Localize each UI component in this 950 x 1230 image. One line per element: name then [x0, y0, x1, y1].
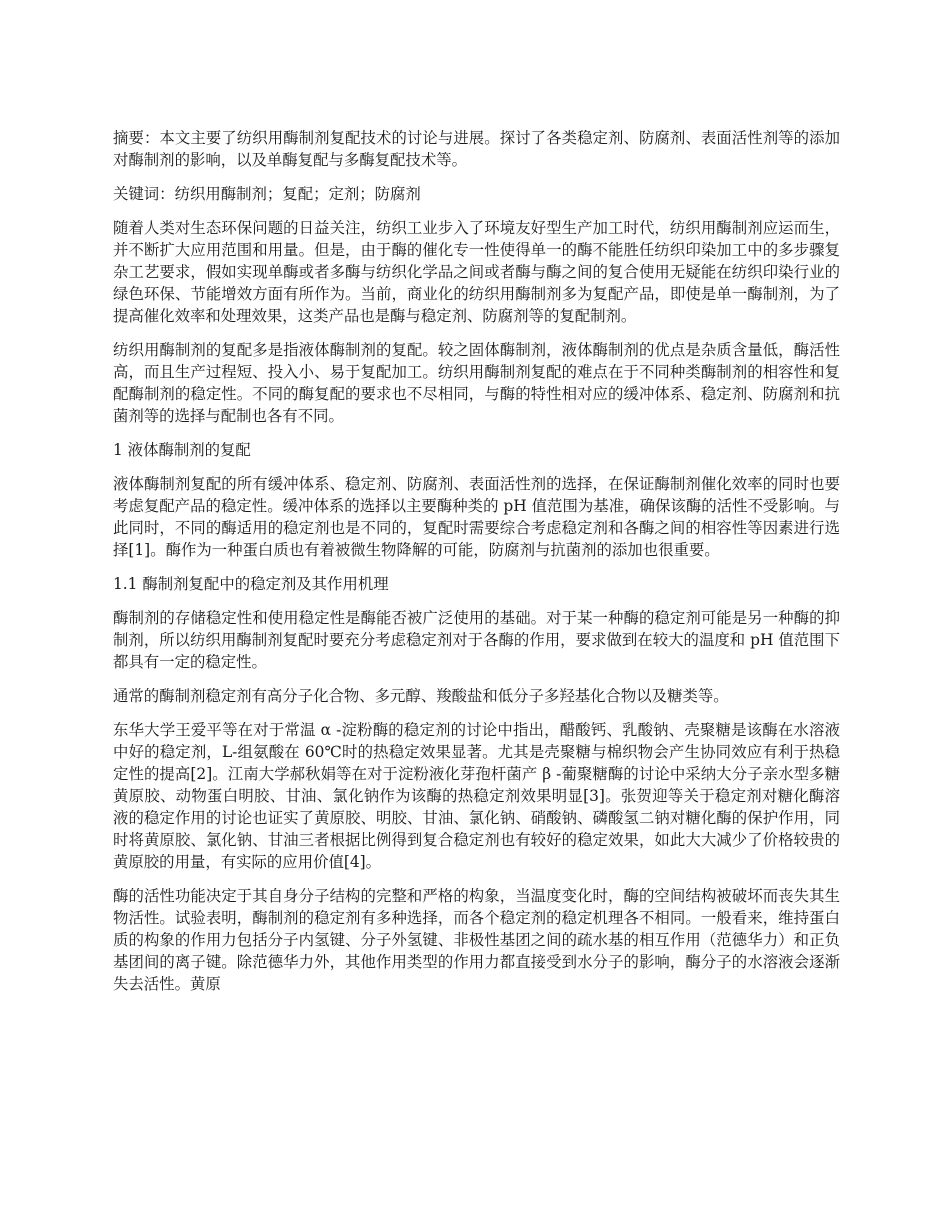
- document-body: [113, 127, 840, 1007]
- keywords-line: 关键词：纺织用酶制剂；复配；定剂；防腐剂: [113, 185, 421, 203]
- section-1-1-heading: 1.1 酶制剂复配中的稳定剂及其作用机理: [113, 575, 389, 593]
- section-1-paragraph: 液体酶制剂复配的所有缓冲体系、稳定剂、防腐剂、表面活性剂的选择，在保证酶制剂催化效率的同时也要考虑复配产品的稳定性。缓冲体系的选择以主要酶种类的 pH 值范围为基准，确保该酶的活性不受影响。与此同时，不同的酶适用的稳定剂也是不同的，复配时需要综合考虑稳定剂和各酶之间的相容性等因素进行选择[1]。酶作为一种蛋白质也有着被微生物降解的可能，防腐剂与抗菌剂的添加也很重要。: [113, 475, 840, 559]
- section-1-1-paragraph-4: 酶的活性功能决定于其自身分子结构的完整和严格的构象，当温度变化时，酶的空间结构被破坏而丧失其生物活性。试验表明，酶制剂的稳定剂有多种选择，而各个稳定剂的稳定机理各不相同。一般看来，维持蛋白质的构象的作用力包括分子内氢键、分子外氢键、非极性基团之间的疏水基的相互作用（范德华力）和正负基团间的离子键。除范德华力外，其他作用类型的作用力都直接受到水分子的影响，酶分子的水溶液会逐渐失去活性。黄原: [113, 887, 840, 993]
- section-1-heading: 1 液体酶制剂的复配: [113, 441, 251, 459]
- section-1-1-paragraph-3: 东华大学王爱平等在对于常温 α -淀粉酶的稳定剂的讨论中指出，醋酸钙、乳酸钠、壳聚糖是该酶在水溶液中好的稳定剂，L-组氨酸在 60℃时的热稳定效果显著。尤其是壳聚糖与棉织物会产生协同效应有利于热稳定性的提高[2]。江南大学郝秋娟等在对于淀粉液化芽孢杆菌产 β -葡聚糖酶的讨论中采纳大分子亲水型多糖黄原胶、动物蛋白明胶、甘油、氯化钠作为该酶的热稳定剂效果明显[3]。张贺迎等关于稳定剂对糖化酶溶液的稳定作用的讨论也证实了黄原胶、明胶、甘油、氯化钠、硝酸钠、磷酸氢二钠对糖化酶的保护作用，同时将黄原胶、氯化钠、甘油三者根据比例得到复合稳定剂也有较好的稳定效果，如此大大减少了价格较贵的黄原胶的用量，有实际的应用价值[4]。: [113, 721, 840, 871]
- section-1-1-paragraph-2: 通常的酶制剂稳定剂有高分子化合物、多元醇、羧酸盐和低分子多羟基化合物以及糖类等。: [113, 687, 729, 705]
- section-1-1-paragraph-1: 酶制剂的存储稳定性和使用稳定性是酶能否被广泛使用的基础。对于某一种酶的稳定剂可能是另一种酶的抑制剂，所以纺织用酶制剂复配时要充分考虑稳定剂对于各酶的作用，要求做到在较大的温度和 pH 值范围下都具有一定的稳定性。: [113, 609, 840, 671]
- intro-paragraph-2: 纺织用酶制剂的复配多是指液体酶制剂的复配。较之固体酶制剂，液体酶制剂的优点是杂质含量低，酶活性高，而且生产过程短、投入小、易于复配加工。纺织用酶制剂复配的难点在于不同种类酶制剂的相容性和复配酶制剂的稳定性。不同的酶复配的要求也不尽相同，与酶的特性相对应的缓冲体系、稳定剂、防腐剂和抗菌剂等的选择与配制也各有不同。: [113, 341, 840, 425]
- abstract-paragraph: 摘要：本文主要了纺织用酶制剂复配技术的讨论与进展。探讨了各类稳定剂、防腐剂、表面活性剂等的添加对酶制剂的影响，以及单酶复配与多酶复配技术等。: [113, 129, 840, 169]
- intro-paragraph-1: 随着人类对生态环保问题的日益关注，纺织工业步入了环境友好型生产加工时代，纺织用酶制剂应运而生，并不断扩大应用范围和用量。但是，由于酶的催化专一性使得单一的酶不能胜任纺织印染加工中的多步骤复杂工艺要求，假如实现单酶或者多酶与纺织化学品之间或者酶与酶之间的复合使用无疑能在纺织印染行业的绿色环保、节能增效方面有所作为。当前，商业化的纺织用酶制剂多为复配产品，即使是单一酶制剂，为了提高催化效率和处理效果，这类产品也是酶与稳定剂、防腐剂等的复配制剂。: [113, 219, 840, 325]
